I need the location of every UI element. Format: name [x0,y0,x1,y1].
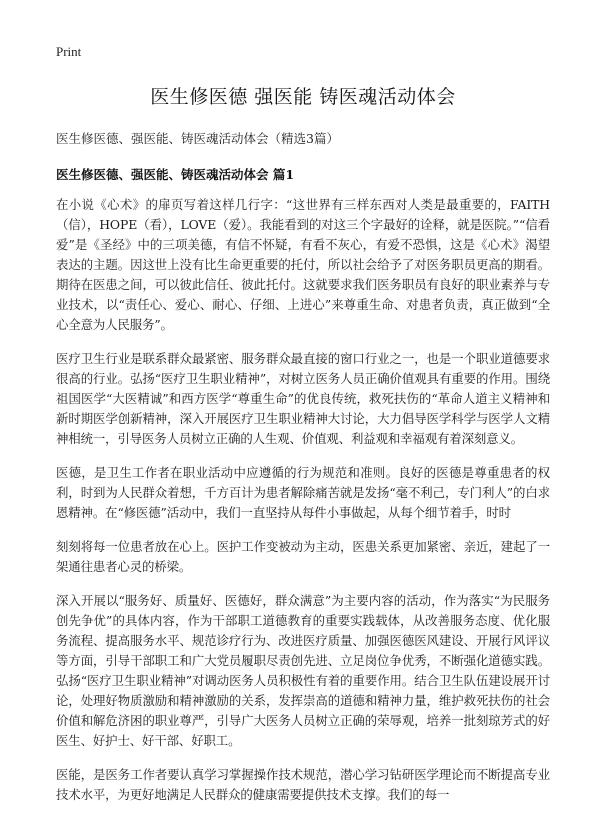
paragraph-4: 刻刻将每一位患者放在心上。医护工作变被动为主动，医患关系更加紧密、亲近，建起了一架通往患者心灵的桥梁。 [56,539,550,574]
paragraph-6: 医能，是医务工作者要认真学习掌握操作技术规范，潜心学习钻研医学理论而不断提高专业技术水平，为更好地满足人民群众的健康需要提供技术支撑。我们的每一 [56,767,550,802]
paragraph-5: 深入开展以“服务好、质量好、医德好，群众满意”为主要内容的活动，作为落实“为民服务创先争优”的具体内容，作为干部职工道德教育的重要实践载体，从改善服务态度、优化服务流程、提高服务水平、规范诊疗行为、改进医疗质量、加强医德医风建设、开展行风评议等方面，引导干部职工和广大党员履职尽责创先进、立足岗位争优秀，不断强化道德实践。弘扬“医疗卫生职业精神”对调动医务人员积极性有着的重要作用。结合卫生队伍建设展开讨论，处理好物质激励和精神激励的关系，发挥崇高的道德和精神力量，维护救死扶伤的社会价值和解危济困的职业尊严，引导广大医务人员树立正确的荣辱观，培养一批刻琼芳式的好医生、好护士、好干部、好职工。 [56,593,550,748]
paragraph-2: 医疗卫生行业是联系群众最紧密、服务群众最直接的窗口行业之一，也是一个职业道德要求很高的行业。弘扬“医疗卫生职业精神”，对树立医务人员正确价值观具有重要的作用。围绕祖国医学“大医精诚”和西方医学“尊重生命”的优良传统，救死扶伤的“革命人道主义精神和新时期医学创新精神，深入开展医疗卫生职业精神大讨论，大力倡导医学科学与医学人文精神相统一，引导医务人员树立正确的人生观、价值观、利益观和幸福观有着深刻意义。 [56,351,550,446]
page-title: 医生修医德 强医能 铸医魂活动体会 [150,86,456,108]
print-link[interactable]: Print [56,44,82,59]
subtitle: 医生修医德、强医能、铸医魂活动体会（精选3篇） [56,131,339,146]
paragraph-1: 在小说《心术》的扉页写着这样几行字：“这世界有三样东西对人类是最重要的，FAITH（信），HOPE（看），LOVE（爱）。我能看到的对这三个字最好的诠释，就是医院。”“信看爱”是《圣经》中的三项美德，有信不怀疑，有看不灰心，有爱不恐惧，这是《心术》渴望表达的主题。因这世上没有比生命更重要的托付，所以社会给予了对医务职员更高的期看。期待在医患之间，可以彼此信任、彼此托付。这就要求我们医务职员有良好的职业素养与专业技术，以“责任心、爱心、耐心、仔细、上进心”来尊重生命、对患者负责，真正做到“全心全意为人民服务”。 [56,197,550,332]
paragraph-3: 医德，是卫生工作者在职业活动中应遵循的行为规范和准则。良好的医德是尊重患者的权利，时到为人民群众着想，千方百计为患者解除痛苦就是发扬“毫不利己，专门利人”的白求恩精神。在“修医德”活动中，我们一直坚持从每件小事做起，从每个细节着手，时时 [56,465,550,520]
section-heading: 医生修医德、强医能、铸医魂活动体会 篇1 [56,167,295,182]
